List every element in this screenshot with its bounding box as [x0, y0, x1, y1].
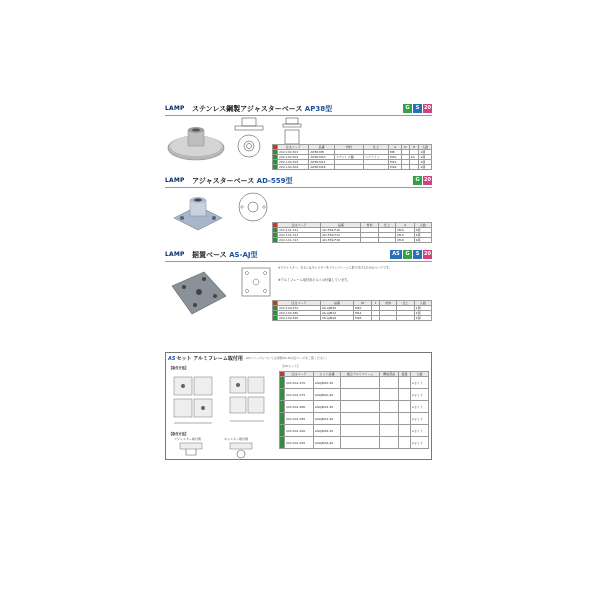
brand-logo: LAMP: [165, 105, 185, 112]
table-header-cell: 材料: [361, 223, 378, 228]
set-number: ASAJM12-40: [313, 413, 341, 425]
quantity: 1個: [414, 238, 431, 243]
order-code: 202-041-470: [285, 377, 314, 389]
model-text: AS-AJ型: [229, 251, 258, 259]
table-row: [273, 238, 432, 243]
model-text: AD-559型: [256, 177, 293, 185]
table-header-cell: 適合アルミフレーム: [341, 372, 380, 377]
table-header-cell: D: [402, 145, 409, 150]
spec-table-as-aj: [272, 300, 432, 321]
order-code: 202-041-480: [285, 401, 314, 413]
material: [334, 165, 363, 170]
order-code: 202-140-490: [278, 316, 321, 321]
part-number: AS-AJM16: [320, 316, 353, 321]
quantity: 1個: [414, 311, 431, 316]
set-number: ASAJM10-40: [313, 389, 341, 401]
thread-m: M16: [354, 316, 372, 321]
size-h: 10: [409, 155, 419, 160]
table-header-cell: H: [409, 145, 419, 150]
size-a: M10: [389, 155, 402, 160]
section-title: [192, 104, 332, 114]
count: [399, 425, 411, 437]
quantity: 1セット: [410, 401, 428, 413]
badge-s: S: [413, 250, 422, 259]
size-d: [402, 165, 409, 170]
as-set-title: [168, 355, 243, 362]
part-number: AD-559-F10: [321, 228, 361, 233]
table-header-cell: A: [389, 145, 402, 150]
count: [399, 389, 411, 401]
quantity: 1セット: [410, 377, 428, 389]
part-number: AS-AJM10: [320, 306, 353, 311]
finish: [378, 238, 395, 243]
technical-drawing-ad559: [236, 190, 270, 224]
set-number: ASAJM16-40: [313, 437, 341, 449]
section-ap38: [165, 104, 432, 116]
product-photo-ap38: [166, 118, 226, 164]
as-set-title-text: セット アルミフレーム取付用: [176, 356, 243, 362]
quantity: 1個: [419, 155, 432, 160]
set-number: ASAJM16-30: [313, 425, 341, 437]
quantity: 1個: [419, 150, 432, 155]
components: [379, 437, 398, 449]
part-number: AP38-M12: [309, 160, 335, 165]
table-header-cell: 入数: [414, 301, 431, 306]
technical-drawing-ap38-side: [282, 116, 302, 146]
quantity: 1セット: [410, 437, 428, 449]
table-header-cell: 入数: [410, 372, 428, 377]
table-row: [273, 165, 432, 170]
spec-table-ad559: [272, 222, 432, 243]
quantity: 1個: [414, 233, 431, 238]
section-ad559: [165, 176, 432, 188]
order-code: 202-141-313: [278, 238, 321, 243]
frame: [341, 377, 380, 389]
set-number: ASAJM12-30: [313, 401, 341, 413]
table-row: [280, 437, 429, 449]
table-header-cell: d: [396, 223, 414, 228]
part-number: AP38-M10: [309, 155, 335, 160]
order-code: 202-140-504: [278, 165, 309, 170]
order-code: 202-041-475: [285, 389, 314, 401]
finish: ヘアライン: [363, 155, 388, 160]
size-a: M16: [389, 165, 402, 170]
spec-table-ap38: [272, 144, 432, 170]
model-text: AP38型: [304, 105, 333, 113]
title-text: アジャスターベース: [192, 177, 255, 185]
part-number: AP38-M16: [309, 165, 335, 170]
components: [379, 413, 398, 425]
components: [379, 401, 398, 413]
frame: [341, 413, 380, 425]
badge-group: [403, 104, 432, 113]
mounting-label-2: 【取付方法】: [169, 432, 189, 436]
order-code: 202-140-470: [278, 306, 321, 311]
quantity: 1個: [414, 306, 431, 311]
table-header-cell: 構成部品: [379, 372, 398, 377]
as-set-subtitle: ASシリーズについては別冊AS-Hの各ページをご覧ください。: [246, 356, 329, 360]
badge-as: AS: [390, 250, 402, 259]
material: [361, 238, 378, 243]
table-header-cell: セット品番: [313, 372, 341, 377]
size-d: M10: [396, 228, 414, 233]
badge-20: 20: [424, 251, 431, 257]
table-header-cell: 品番: [320, 301, 353, 306]
quantity: 1個: [419, 165, 432, 170]
technical-drawing-ap38: [232, 116, 266, 160]
section-title: [192, 176, 293, 186]
quantity: 1個: [414, 316, 431, 321]
section-header: [165, 176, 432, 188]
badge-group: [413, 176, 432, 185]
title-text: ステンレス鋼製アジャスターベース: [192, 105, 303, 113]
size-h: [409, 165, 419, 170]
section-header: [165, 250, 432, 262]
table-header-cell: 数量: [399, 372, 411, 377]
table-header-cell: 仕上: [397, 301, 414, 306]
order-code: 202-140-503: [278, 160, 309, 165]
table-header-cell: 注文コード: [278, 145, 309, 150]
order-code: 202-140-502: [278, 155, 309, 160]
badge-20: 20: [424, 105, 431, 111]
part-number: AS-AJM12: [320, 311, 353, 316]
section-title: [192, 250, 257, 260]
badge-g: G: [413, 176, 422, 185]
as-set-table: [279, 371, 429, 449]
set-number: ASAJM10-30: [313, 377, 341, 389]
brand-logo: LAMP: [165, 251, 185, 258]
table-row: [280, 425, 429, 437]
table-row: [280, 401, 429, 413]
table-header-cell: 入数: [414, 223, 431, 228]
size-a: M8: [389, 150, 402, 155]
frame: [341, 401, 380, 413]
title-text: 据置ベース: [192, 251, 227, 259]
table-header-cell: t: [372, 301, 380, 306]
order-code: 202-141-312: [278, 233, 321, 238]
table-header-cell: 仕上: [378, 223, 395, 228]
order-code: 202-141-311: [278, 228, 321, 233]
badge-g: G: [403, 250, 412, 259]
size-a: M12: [389, 160, 402, 165]
part-number: AP38-M8: [309, 150, 335, 155]
table-header-cell: 材料: [380, 301, 397, 306]
size-d: M12: [396, 233, 414, 238]
table-header-cell: 注文コード: [285, 372, 314, 377]
quantity: 1セット: [410, 413, 428, 425]
table-row: [280, 389, 429, 401]
part-number: AD-559-F12: [321, 233, 361, 238]
order-code: 202-140-480: [278, 311, 321, 316]
material: [380, 316, 397, 321]
thickness-t: [372, 316, 380, 321]
size-d: M16: [396, 238, 414, 243]
mounting-diagram-2: [226, 373, 270, 429]
frame: [341, 425, 380, 437]
product-note: ※アジャスター、あるいはキャスターをアルミフレームに取り付けるためのベースです。: [278, 266, 392, 270]
count: [399, 437, 411, 449]
product-photo-as-aj: [168, 266, 230, 320]
material: ステンレス鋼: [334, 155, 363, 160]
order-code: 202-041-495: [285, 437, 314, 449]
count: [399, 413, 411, 425]
as-set-panel: [165, 352, 432, 460]
table-row: [280, 377, 429, 389]
table-row: [280, 413, 429, 425]
table-header-cell: 入数: [419, 145, 432, 150]
order-code: 202-041-485: [285, 413, 314, 425]
mounting-label: 【取付方法】: [169, 366, 189, 370]
section-as-aj: [165, 250, 432, 262]
badge-g: G: [403, 104, 412, 113]
table-header-cell: M: [354, 301, 372, 306]
table-header-cell: 材料: [334, 145, 363, 150]
as-logo: AS: [168, 356, 176, 362]
finish: [397, 316, 414, 321]
thread-m: M10: [354, 306, 372, 311]
quantity: 1個: [419, 160, 432, 165]
finish: [363, 165, 388, 170]
as-set-subtitle-2: 【ASセット】: [281, 364, 300, 368]
caster-example-drawing: [226, 441, 256, 459]
count: [399, 377, 411, 389]
badge-group: [390, 250, 432, 259]
components: [379, 389, 398, 401]
quantity: 1個: [414, 228, 431, 233]
table-header-cell: 品番: [321, 223, 361, 228]
badge-20: 20: [424, 177, 431, 183]
frame: [341, 437, 380, 449]
components: [379, 377, 398, 389]
table-header-cell: 仕上: [363, 145, 388, 150]
order-code: 202-140-501: [278, 150, 309, 155]
caster-example-label: キャスター取付例: [224, 437, 249, 441]
thread-m: M12: [354, 311, 372, 316]
table-row: [273, 316, 432, 321]
table-header-cell: 品番: [309, 145, 335, 150]
product-note: ※アルミフレーム取付用ボルトは付属しています。: [278, 278, 351, 282]
quantity: 1セット: [410, 425, 428, 437]
count: [399, 401, 411, 413]
product-photo-ad559: [170, 192, 226, 236]
components: [379, 425, 398, 437]
badge-s: S: [413, 104, 422, 113]
frame: [341, 389, 380, 401]
technical-drawing-as-aj: [240, 266, 272, 300]
order-code: 202-041-490: [285, 425, 314, 437]
quantity: 1セット: [410, 389, 428, 401]
table-header-cell: 注文コード: [278, 301, 321, 306]
brand-logo: LAMP: [165, 177, 185, 184]
part-number: AD-559-F16: [321, 238, 361, 243]
section-header: [165, 104, 432, 116]
mounting-diagram-1: [170, 373, 220, 429]
adjuster-example-drawing: [176, 441, 206, 459]
adjuster-example-label: アジャスター取付例: [174, 437, 201, 441]
table-header-row: [280, 372, 429, 377]
table-header-cell: 注文コード: [278, 223, 321, 228]
